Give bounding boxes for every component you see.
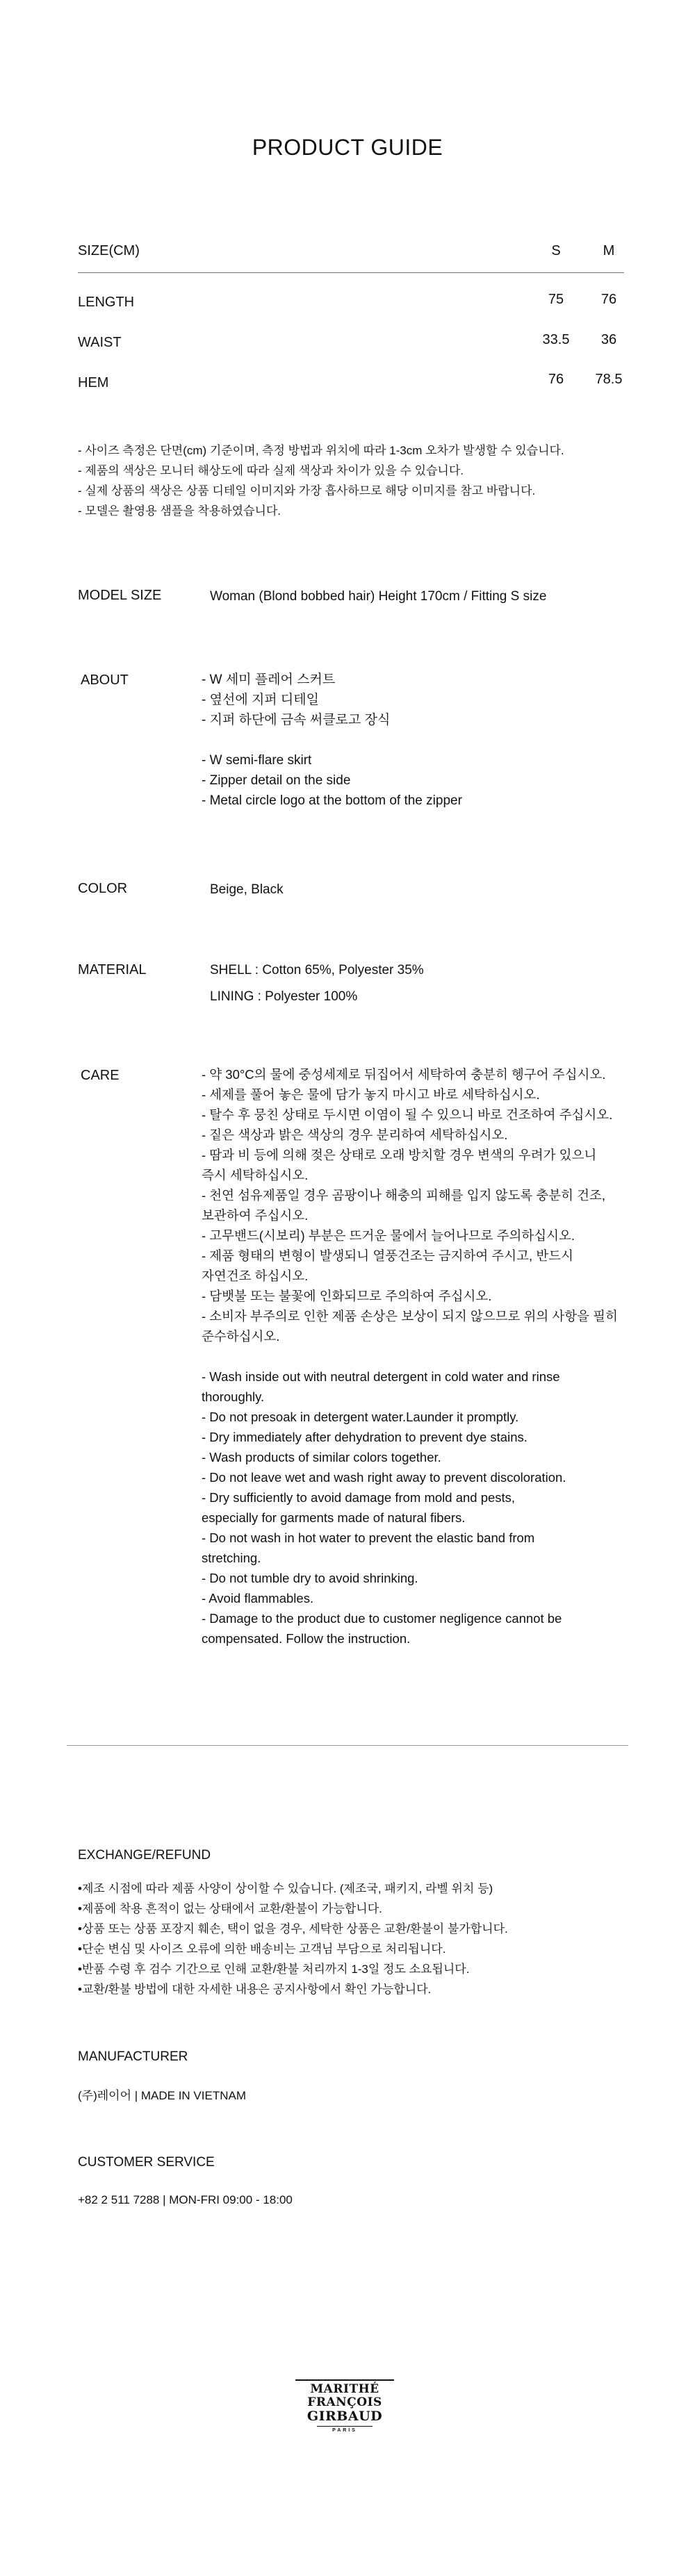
care-line: 자연건조 하십시오. — [202, 1269, 309, 1283]
care-line: - 담뱃불 또는 불꽃에 인화되므로 주의하여 주십시오. — [202, 1289, 492, 1303]
exchange-text — [78, 1879, 508, 1999]
size-table-divider — [78, 272, 624, 273]
manufacturer-value: (주)레이어 | MADE IN VIETNAM — [78, 2089, 246, 2102]
size-notes — [78, 440, 564, 521]
logo-top-rule — [295, 2379, 394, 2381]
care-line: - Dry immediately after dehydration to prevent dye stains. — [202, 1430, 528, 1444]
exchange-line: •단순 변심 및 사이즈 오류에 의한 배송비는 고객님 부담으로 처리됩니다. — [78, 1942, 446, 1956]
manufacturer-label: MANUFACTURER — [78, 2049, 188, 2064]
logo-line-1: MARITHÉ — [310, 2382, 379, 2396]
care-line: 즉시 세탁하십시오. — [202, 1168, 309, 1182]
size-row-hem-label: HEM — [78, 375, 109, 390]
care-instructions — [202, 1064, 632, 1649]
about-line: - W semi-flare skirt — [202, 753, 312, 768]
about-line: - Metal circle logo at the bottom of the zipper — [202, 793, 462, 808]
customer-service-value: +82 2 511 7288 | MON-FRI 09:00 - 18:00 — [78, 2193, 293, 2206]
size-row-waist-s: 33.5 — [542, 332, 570, 347]
care-line: - 소비자 부주의로 인한 제품 손상은 보상이 되지 않으므로 위의 사항을 필히 — [202, 1309, 618, 1323]
care-line: - Avoid flammables. — [202, 1591, 314, 1605]
material-label: MATERIAL — [78, 962, 147, 977]
care-line: stretching. — [202, 1551, 261, 1565]
page-title: PRODUCT GUIDE — [252, 135, 443, 160]
note-line: - 제품의 색상은 모니터 해상도에 따라 실제 색상과 차이가 있을 수 있습니다. — [78, 464, 464, 477]
about-line: - 지퍼 하단에 금속 써클로고 장식 — [202, 713, 391, 727]
logo-line-3: GIRBAUD — [306, 2409, 383, 2424]
care-line: especially for garments made of natural fibers. — [202, 1510, 466, 1525]
care-line: - 짙은 색상과 밝은 색상의 경우 분리하여 세탁하십시오. — [202, 1128, 508, 1142]
section-divider — [67, 1745, 628, 1746]
care-line: - Do not wash in hot water to prevent the elastic band from — [202, 1530, 535, 1545]
care-line: - 땀과 비 등에 의해 젖은 상태로 오래 방치할 경우 변색의 우려가 있으니 — [202, 1148, 597, 1162]
size-row-waist-m: 36 — [600, 332, 617, 347]
model-size-value: Woman (Blond bobbed hair) Height 170cm / Fitting S size — [210, 589, 547, 604]
customer-service-label: CUSTOMER SERVICE — [78, 2155, 215, 2170]
care-line: compensated. Follow the instruction. — [202, 1631, 411, 1646]
material-lining: LINING : Polyester 100% — [210, 989, 358, 1004]
size-row-length-m: 76 — [600, 292, 617, 307]
exchange-line: •교환/환불 방법에 대한 자세한 내용은 공지사항에서 확인 가능합니다. — [78, 1983, 432, 1996]
care-line: - Do not presoak in detergent water.Launder it promptly. — [202, 1410, 519, 1424]
care-line: - 탈수 후 뭉친 상태로 두시면 이염이 될 수 있으니 바로 건조하여 주십시오. — [202, 1107, 613, 1122]
note-line: - 모델은 촬영용 샘플을 착용하였습니다. — [78, 504, 281, 518]
care-line: - 약 30°C의 물에 중성세제로 뒤집어서 세탁하여 충분히 헹구어 주십시오. — [202, 1067, 606, 1082]
about-line: - 옆선에 지퍼 디테일 — [202, 693, 319, 707]
care-line: - Wash inside out with neutral detergent in cold water and rinse — [202, 1369, 560, 1384]
care-line: thoroughly. — [202, 1389, 265, 1404]
about-line: - W 세미 플레어 스커트 — [202, 672, 336, 687]
about-label: ABOUT — [81, 672, 129, 688]
logo-rule — [317, 2426, 373, 2427]
care-line: - Wash products of similar colors together. — [202, 1450, 441, 1464]
note-line: - 실제 상품의 색상은 상품 디테일 이미지와 가장 흡사하므로 해당 이미지를 참고 바랍니다. — [78, 484, 536, 497]
care-line: 준수하십시오. — [202, 1329, 280, 1344]
size-table-header-label: SIZE(CM) — [78, 243, 140, 258]
size-row-length-label: LENGTH — [78, 295, 135, 310]
exchange-line: •제조 시점에 따라 제품 사양이 상이할 수 있습니다. (제조국, 패키지, 라벨 위치 등) — [78, 1882, 493, 1895]
exchange-label: EXCHANGE/REFUND — [78, 1848, 211, 1863]
care-label: CARE — [81, 1068, 120, 1083]
size-row-length-s: 75 — [548, 292, 564, 307]
about-text — [202, 670, 462, 811]
about-line: - Zipper detail on the side — [202, 773, 351, 788]
exchange-line: •상품 또는 상품 포장지 훼손, 택이 없을 경우, 세탁한 상품은 교환/환불이 불가합니다. — [78, 1922, 508, 1935]
size-table-header-s: S — [551, 243, 561, 258]
care-line: - Do not leave wet and wash right away to prevent discoloration. — [202, 1470, 566, 1485]
note-line: - 사이즈 측정은 단면(cm) 기준이며, 측정 방법과 위치에 따라 1-3cm 오차가 발생할 수 있습니다. — [78, 444, 564, 457]
brand-logo — [293, 2379, 396, 2438]
care-line: - 천연 섬유제품일 경우 곰팡이나 해충의 피해를 입지 않도록 충분히 건조, — [202, 1188, 605, 1203]
size-row-waist-label: WAIST — [78, 335, 122, 350]
size-table-header-m: M — [603, 243, 615, 258]
about-line — [202, 730, 462, 750]
size-row-hem-m: 78.5 — [595, 372, 623, 387]
care-line — [202, 1346, 632, 1367]
care-line: - Do not tumble dry to avoid shrinking. — [202, 1571, 418, 1585]
exchange-line: •제품에 착용 흔적이 없는 상태에서 교환/환불이 가능합니다. — [78, 1902, 382, 1915]
care-line: - Damage to the product due to customer negligence cannot be — [202, 1611, 562, 1626]
logo-line-4: PARIS — [332, 2428, 357, 2433]
care-line: - Dry sufficiently to avoid damage from mold and pests, — [202, 1490, 516, 1505]
model-size-label: MODEL SIZE — [78, 588, 162, 603]
care-line: 보관하여 주십시오. — [202, 1208, 309, 1223]
material-shell: SHELL : Cotton 65%, Polyester 35% — [210, 963, 424, 977]
logo-line-2: FRANÇOIS — [307, 2395, 382, 2409]
care-line: - 제품 형태의 변형이 발생되니 열풍건조는 금지하여 주시고, 반드시 — [202, 1248, 573, 1263]
exchange-line: •반품 수령 후 검수 기간으로 인해 교환/환불 처리까지 1-3일 정도 소요됩니다. — [78, 1963, 470, 1976]
size-row-hem-s: 76 — [548, 372, 564, 387]
care-line: - 세제를 풀어 놓은 물에 담가 놓지 마시고 바로 세탁하십시오. — [202, 1087, 540, 1102]
care-line: - 고무밴드(시보리) 부분은 뜨거운 물에서 늘어나므로 주의하십시오. — [202, 1228, 575, 1243]
color-value: Beige, Black — [210, 882, 284, 897]
color-label: COLOR — [78, 881, 128, 896]
